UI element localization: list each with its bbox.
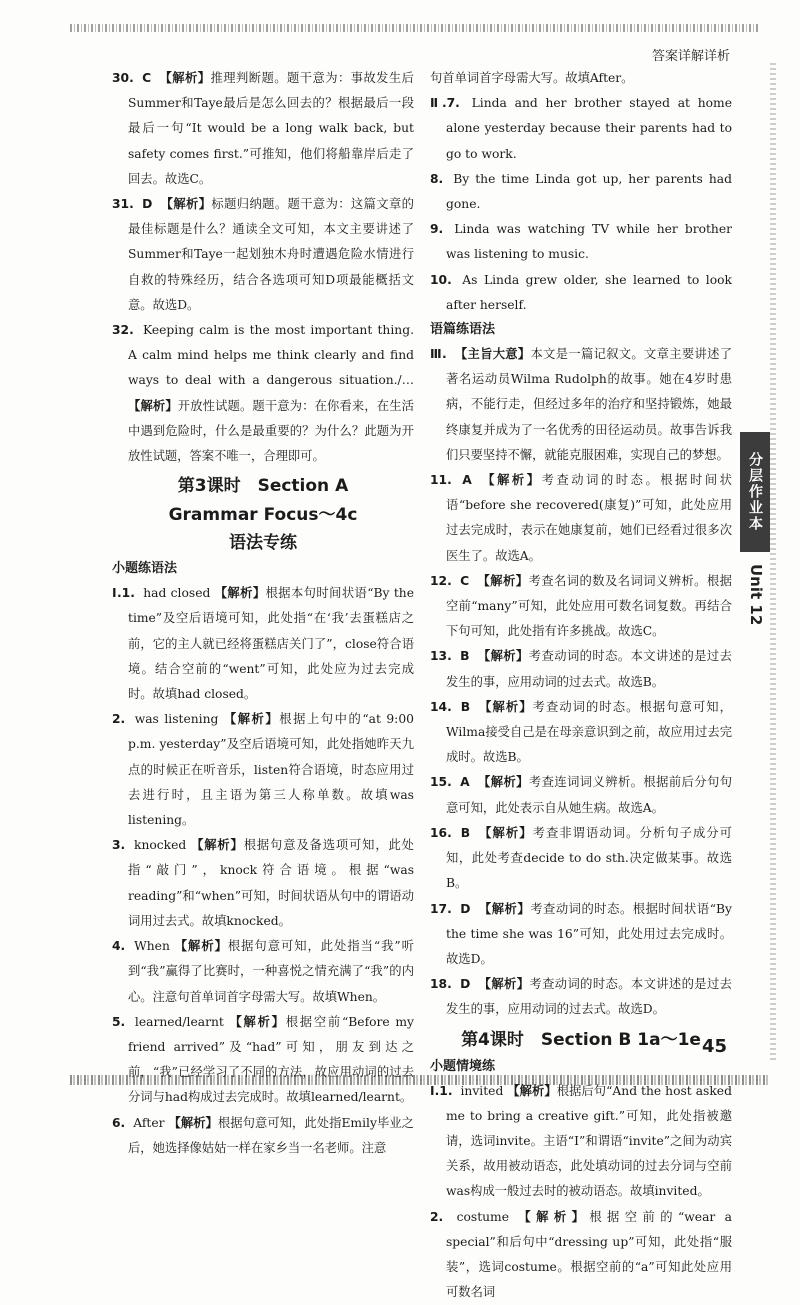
answer-31: 31. D 【解析】标题归纳题。题干意为：这篇文章的最佳标题是什么？通读全文可知，本文主要讲述了Summer和Taye一起划独木舟时遭遇危险水情进行自救的特殊经历，结合各选项可知D项最能概括文意。故选D。 (112, 197, 414, 312)
answer-16: 16. B 【解析】考查非谓语动词。分析句子成分可知，此处考查decide to do sth.决定做某事。故选B。 (430, 825, 732, 891)
grammar-answer-6: 6. After 【解析】根据句意可知，此处指Emily毕业之后，她选择像姑姑一样在家乡当一名老师。注意 (112, 1115, 414, 1155)
answer-30: 30. C 【解析】推理判断题。题干意为：事故发生后Summer和Taye最后是怎么回去的？根据最后一段最后一句“It would be a long walk back, but safety comes first.”可推知，他们将船靠岸后走了回去。故选C。 (112, 71, 414, 186)
passage-summary: Ⅲ. 【主旨大意】本文是一篇记叙文。文章主要讲述了著名运动员Wilma Rudolph的故事。她在4岁时患病，不能行走，但经过多年的治疗和坚持锻炼，她最终康复并成为了一名优秀的田径运动员。故事告诉我们只要坚持不懈，就能克服困难，实现自己的梦想。 (430, 347, 732, 462)
section-subtitle: Grammar Focus～4c (168, 505, 358, 526)
sentence-answer-8: 8. By the time Linda got up, her parents had gone. (430, 171, 732, 212)
answer-15: 15. A 【解析】考查连词词义辨析。根据前后分句句意可知，此处表示自从她生病。故选A。 (430, 775, 732, 815)
left-column (112, 66, 414, 1161)
scan-edge-top (70, 24, 760, 32)
sentence-answer-9: 9. Linda was watching TV while her brother was listening to music. (430, 222, 732, 262)
answer-12: 12. C 【解析】考查名词的数及名词词义辨析。根据空前“many”可知，此处应用可数名词复数。再结合下句可知，此处指有许多挑战。故选C。 (430, 573, 732, 639)
vocab-answer-2: 2. costume 【解析】根据空前的“wear a special”和后句中“dressing up”可知，此处指“服装”，选词costume。根据空前的“a”可知此处应用可数名词 (430, 1209, 732, 1300)
grammar-answer-2: 2. was listening 【解析】根据上句中的“at 9:00 p.m. yesterday”及空后语境可知，此处指她昨天九点的时候正在听音乐，listen符合语境，时态应用过去进行时，且主语为第三人称单数。故填was listening。 (112, 712, 414, 828)
grammar-answer-6-continued: 句首单词首字母需大写。故填After。 (430, 71, 634, 85)
scan-edge-right (770, 60, 776, 1060)
section-subtitle-grammar: 语法专练 (229, 533, 297, 554)
grammar-answer-3: 3. knocked 【解析】根据句意及备选项可知，此处指“敲门”，knock符合语境。根据“was reading”和“when”可知，时间状语从句中的谓语动词用过去式。故填knocked。 (112, 838, 414, 928)
sub-heading-grammar: 小题练语法 (112, 561, 178, 577)
right-column (430, 66, 732, 1305)
sub-heading-context: 小题情境练 (430, 1058, 496, 1074)
sentence-answer-7: Ⅱ.7. Linda and her brother stayed at home alone yesterday because their parents had to go to work. (430, 96, 732, 161)
section-title-3: 第3课时 Section A (177, 476, 349, 497)
vocab-answer-1: Ⅰ.1. invited 【解析】根据后句“And the host asked me to bring a creative gift.”可知，此处指被邀请，选词invite。主语“I”和谓语“invite”之间为动宾关系，故用被动语态，此处填动词的过去分词与空前was构成一般过去时的被动语态。故填invited。 (430, 1083, 732, 1199)
side-tab-label: 分层作业本 (740, 432, 770, 552)
section-title-4: 第4课时 Section B 1a～1e (461, 1029, 701, 1050)
answer-14: 14. B 【解析】考查动词的时态。根据句意可知，Wilma接受自己是在母亲意识到之前，故应用过去完成时。故选B。 (430, 699, 732, 765)
grammar-answer-1: Ⅰ.1. had closed 【解析】根据本句时间状语“By the time”及空后语境可知，此处指“在‘我’去蛋糕店之前，它的主人就已经将蛋糕店关门了”，close符合语境。结合空前的“went”可知，此处应为过去完成时。故填had closed。 (112, 586, 414, 702)
sentence-answer-10: 10. As Linda grew older, she learned to look after herself. (430, 272, 732, 312)
answer-18: 18. D 【解析】考查动词的时态。本文讲述的是过去发生的事，应用动词的过去式。故选D。 (430, 977, 732, 1017)
page-number: 45 (702, 1036, 728, 1057)
answer-17: 17. D 【解析】考查动词的时态。根据时间状语“By the time she was 16”可知，此处用过去完成时。故选D。 (430, 901, 732, 966)
answer-32: 32. Keeping calm is the most important thing. A calm mind helps me think clearly and find ways to deal with a dangerous situation./… 【解析】开放性试题。题干意为：在你看来，在生活中遇到危险时，什么是最重要的？为什么？此题为开放性试题，答案不唯一，合理即可。 (112, 323, 414, 464)
answer-11: 11. A 【解析】考查动词的时态。根据时间状语“before she recovered(康复)”可知，此处应用过去完成时，表示在她康复前，她们已经看过很多次医生了。故选A。 (430, 473, 732, 563)
grammar-answer-4: 4. When 【解析】根据句意可知，此处指当“我”听到“我”赢得了比赛时，一种喜悦之情充满了“我”的内心。注意句首单词首字母需大写。故填When。 (112, 939, 414, 1004)
sub-heading-passage: 语篇练语法 (430, 322, 496, 338)
grammar-answer-5: 5. learned/learnt 【解析】根据空前“Before my friend arrived”及“had”可知，朋友到达之前，“我”已经学习了不同的方法，故应用动词的过去分词与had构成过去完成时。故填learned/learnt。 (112, 1014, 414, 1105)
side-unit-label: Unit 12 (747, 564, 765, 626)
answer-13: 13. B 【解析】考查动词的时态。本文讲述的是过去发生的事，应用动词的过去式。故选B。 (430, 649, 732, 689)
header-label: 答案详解详析 (651, 49, 730, 64)
